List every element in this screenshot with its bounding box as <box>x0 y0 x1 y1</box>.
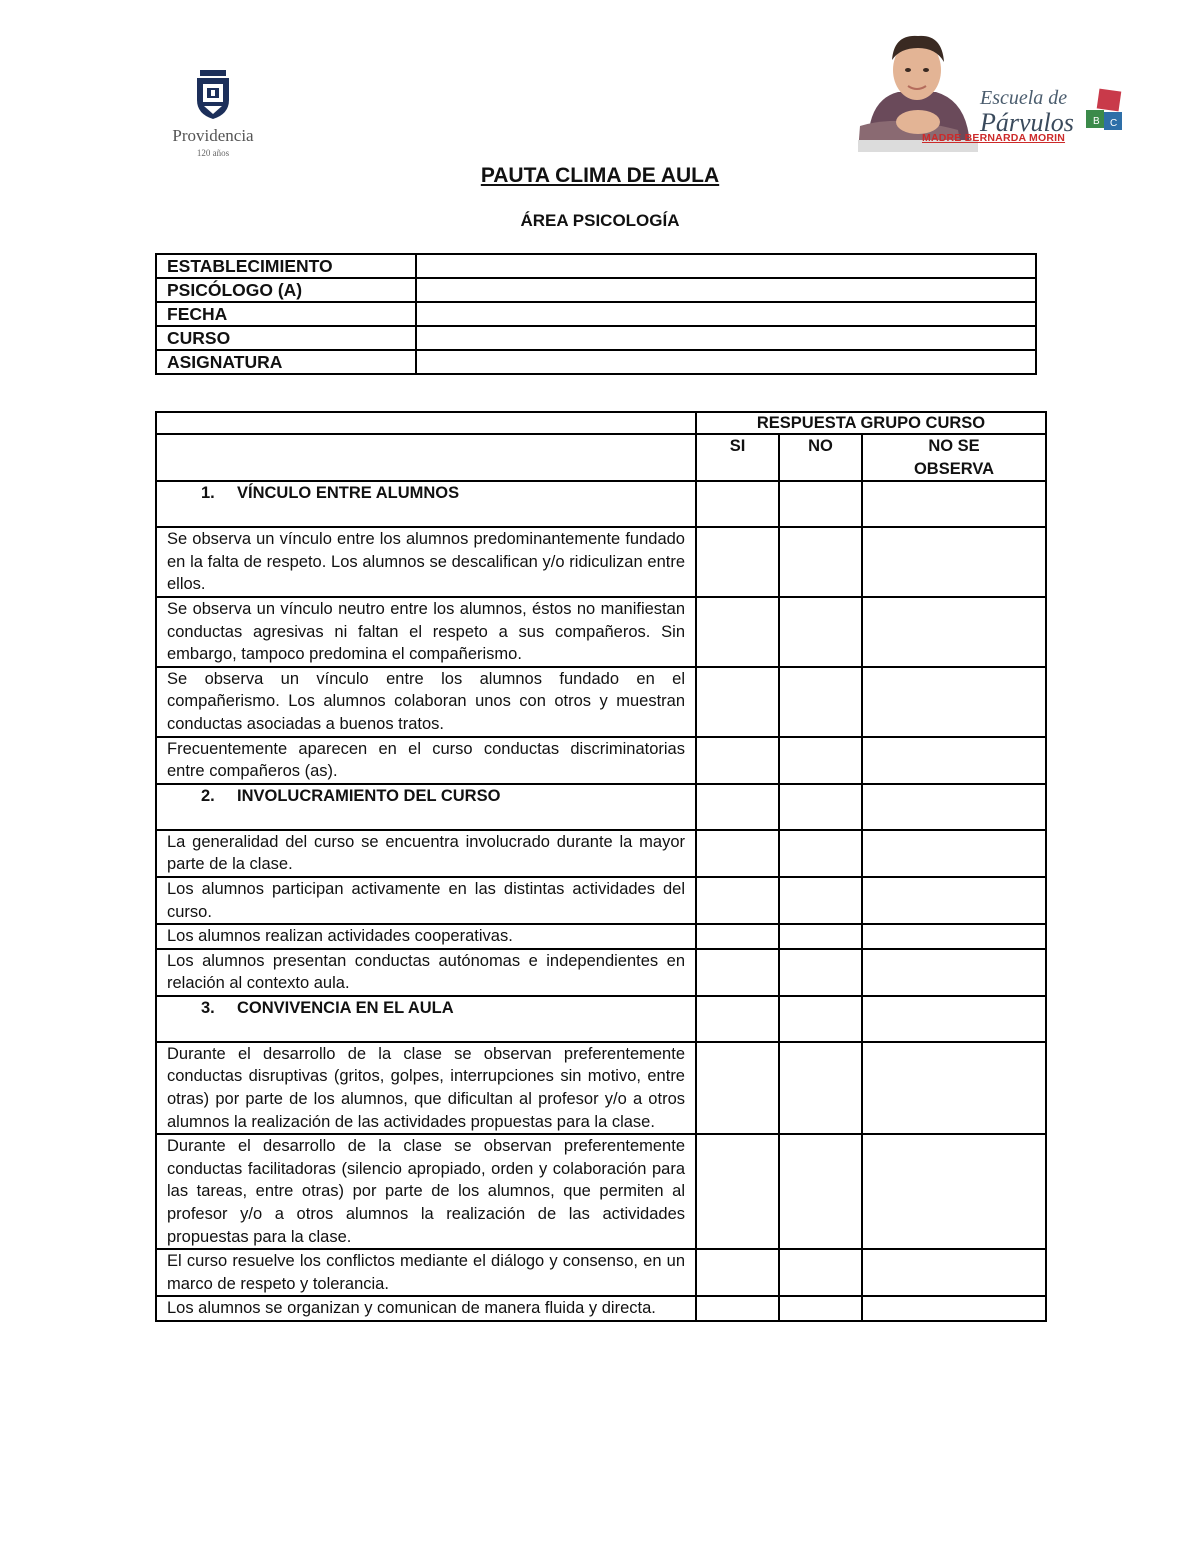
answer-si-cell[interactable] <box>696 1134 779 1249</box>
answer-no-cell[interactable] <box>779 877 862 924</box>
answer-no-se-observa-cell[interactable] <box>862 527 1046 597</box>
answer-no-se-observa-cell[interactable] <box>862 597 1046 667</box>
item-row <box>156 877 1046 924</box>
section-number: 1. <box>201 484 215 503</box>
item-row <box>156 597 1046 667</box>
item-statement: Los alumnos participan activamente en las distintas actividades del curso. <box>156 877 696 924</box>
info-label: FECHA <box>156 302 416 326</box>
item-statement: El curso resuelve los conflictos mediante el diálogo y consenso, en un marco de respeto y tolerancia. <box>156 1249 696 1296</box>
item-statement: La generalidad del curso se encuentra involucrado durante la mayor parte de la clase. <box>156 830 696 877</box>
answer-no-cell[interactable] <box>779 527 862 597</box>
item-row <box>156 830 1046 877</box>
answer-si-cell[interactable] <box>696 830 779 877</box>
answer-no-se-observa-cell[interactable] <box>862 1042 1046 1134</box>
answer-no-se-observa-cell[interactable] <box>862 1249 1046 1296</box>
school-name-line3: MADRE BERNARDA MORIN <box>922 132 1066 144</box>
header-empty-cell <box>156 412 696 434</box>
svg-text:C: C <box>1110 118 1118 129</box>
column-no-se-observa <box>862 434 1046 481</box>
answer-si-cell[interactable] <box>696 1042 779 1134</box>
item-statement: Frecuentemente aparecen en el curso conductas discriminatorias entre compañeros (as). <box>156 737 696 784</box>
info-row <box>156 254 1036 278</box>
svg-text:B: B <box>1093 116 1100 127</box>
item-statement: Los alumnos presentan conductas autónomas e independientes en relación al contexto aula. <box>156 949 696 996</box>
logo-left-name: Providencia <box>172 126 254 145</box>
item-statement: Se observa un vínculo entre los alumnos fundado en el compañerismo. Los alumnos colaboran unos con otros y muestran conductas asociadas a buenos tratos. <box>156 667 696 737</box>
info-row <box>156 278 1036 302</box>
answer-no-se-observa-cell[interactable] <box>862 830 1046 877</box>
section-title: CONVIVENCIA EN EL AULA <box>237 998 454 1017</box>
section-number: 2. <box>201 786 215 805</box>
answer-no-se-observa-cell[interactable] <box>862 1296 1046 1321</box>
answer-no-cell[interactable] <box>779 481 862 527</box>
answer-si-cell[interactable] <box>696 949 779 996</box>
item-row <box>156 949 1046 996</box>
section-heading <box>156 996 696 1042</box>
section-row <box>156 996 1046 1042</box>
answer-no-cell[interactable] <box>779 784 862 830</box>
answer-si-cell[interactable] <box>696 667 779 737</box>
info-row <box>156 350 1036 374</box>
answer-no-cell[interactable] <box>779 1042 862 1134</box>
answer-no-cell[interactable] <box>779 1249 862 1296</box>
item-row <box>156 1134 1046 1249</box>
item-statement: Durante el desarrollo de la clase se observan preferentemente conductas facilitadoras (silencio apropiado, orden y colaboración para las tareas, entre otras) por parte de los alumnos, que permiten al profesor y/o a otros alumnos la realización de las actividades propuestas para la clase. <box>156 1134 696 1249</box>
item-row <box>156 527 1046 597</box>
section-row <box>156 784 1046 830</box>
column-no: NO <box>779 434 862 481</box>
item-statement: Se observa un vínculo entre los alumnos predominantemente fundado en la falta de respeto. Los alumnos se descalifican y/o ridiculizan entre ellos. <box>156 527 696 597</box>
answer-si-cell[interactable] <box>696 924 779 949</box>
info-row <box>156 302 1036 326</box>
answer-si-cell[interactable] <box>696 1296 779 1321</box>
section-number: 3. <box>201 998 215 1017</box>
answer-no-se-observa-cell[interactable] <box>862 996 1046 1042</box>
answer-no-se-observa-cell[interactable] <box>862 784 1046 830</box>
info-label: CURSO <box>156 326 416 350</box>
document-subtitle: ÁREA PSICOLOGÍA <box>520 211 680 230</box>
section-row <box>156 481 1046 527</box>
header-row-columns <box>156 434 1046 481</box>
column-no-se-observa-line1: NO SE <box>928 437 980 455</box>
school-name-line2: Párvulos <box>980 108 1074 137</box>
info-table <box>155 253 1037 375</box>
item-row <box>156 924 1046 949</box>
item-statement: Los alumnos realizan actividades cooperativas. <box>156 924 696 949</box>
answer-si-cell[interactable] <box>696 481 779 527</box>
answer-no-se-observa-cell[interactable] <box>862 924 1046 949</box>
logo-left-subtitle: 120 años <box>196 148 230 158</box>
section-heading <box>156 784 696 830</box>
column-si: SI <box>696 434 779 481</box>
answer-si-cell[interactable] <box>696 527 779 597</box>
info-label: ESTABLECIMIENTO <box>156 254 416 278</box>
answer-no-cell[interactable] <box>779 667 862 737</box>
item-row <box>156 1249 1046 1296</box>
evaluation-table <box>155 411 1047 1322</box>
answer-si-cell[interactable] <box>696 737 779 784</box>
answer-si-cell[interactable] <box>696 996 779 1042</box>
info-value-field[interactable] <box>416 254 1036 278</box>
item-row <box>156 1296 1046 1321</box>
answer-no-se-observa-cell[interactable] <box>862 737 1046 784</box>
section-heading <box>156 481 696 527</box>
header-empty-cell <box>156 434 696 481</box>
answer-no-cell[interactable] <box>779 1296 862 1321</box>
item-row <box>156 1042 1046 1134</box>
header-row-group <box>156 412 1046 434</box>
item-row <box>156 667 1046 737</box>
answer-si-cell[interactable] <box>696 1249 779 1296</box>
answer-si-cell[interactable] <box>696 597 779 667</box>
info-label: ASIGNATURA <box>156 350 416 374</box>
item-statement: Los alumnos se organizan y comunican de manera fluida y directa. <box>156 1296 696 1321</box>
info-label: PSICÓLOGO (A) <box>156 278 416 302</box>
answer-no-cell[interactable] <box>779 949 862 996</box>
school-logo <box>858 30 1128 155</box>
section-title: VÍNCULO ENTRE ALUMNOS <box>237 484 460 503</box>
info-value-field[interactable] <box>416 302 1036 326</box>
answer-no-cell[interactable] <box>779 737 862 784</box>
info-value-field[interactable] <box>416 278 1036 302</box>
providencia-logo <box>162 70 264 162</box>
answer-no-cell[interactable] <box>779 830 862 877</box>
answer-no-se-observa-cell[interactable] <box>862 877 1046 924</box>
item-statement: Durante el desarrollo de la clase se observan preferentemente conductas disruptivas (gritos, golpes, interrupciones sin motivo, entre otras) por parte de los alumnos, que dificultan al profesor y/o a otros alumnos la realización de las actividades propuestas para la clase. <box>156 1042 696 1134</box>
answer-si-cell[interactable] <box>696 877 779 924</box>
answer-no-se-observa-cell[interactable] <box>862 949 1046 996</box>
school-name-line1: Escuela de <box>980 87 1068 109</box>
item-row <box>156 737 1046 784</box>
column-no-se-observa-line2: OBSERVA <box>913 459 995 478</box>
info-row <box>156 326 1036 350</box>
toy-blocks-icon <box>1084 88 1124 136</box>
answer-si-cell[interactable] <box>696 784 779 830</box>
coat-of-arms-icon <box>194 70 232 120</box>
answer-no-cell[interactable] <box>779 1134 862 1249</box>
item-statement: Se observa un vínculo neutro entre los alumnos, éstos no manifiestan conductas agresivas ni faltan el respeto a sus compañeros. Sin embargo, tampoco predomina el compañerismo. <box>156 597 696 667</box>
answer-no-se-observa-cell[interactable] <box>862 481 1046 527</box>
answer-no-se-observa-cell[interactable] <box>862 667 1046 737</box>
answer-no-se-observa-cell[interactable] <box>862 1134 1046 1249</box>
answer-no-cell[interactable] <box>779 597 862 667</box>
document-title: PAUTA CLIMA DE AULA <box>480 164 720 187</box>
info-value-field[interactable] <box>416 350 1036 374</box>
info-value-field[interactable] <box>416 326 1036 350</box>
answer-no-cell[interactable] <box>779 924 862 949</box>
section-title: INVOLUCRAMIENTO DEL CURSO <box>237 786 501 805</box>
answer-no-cell[interactable] <box>779 996 862 1042</box>
response-group-header: RESPUESTA GRUPO CURSO <box>696 412 1046 434</box>
